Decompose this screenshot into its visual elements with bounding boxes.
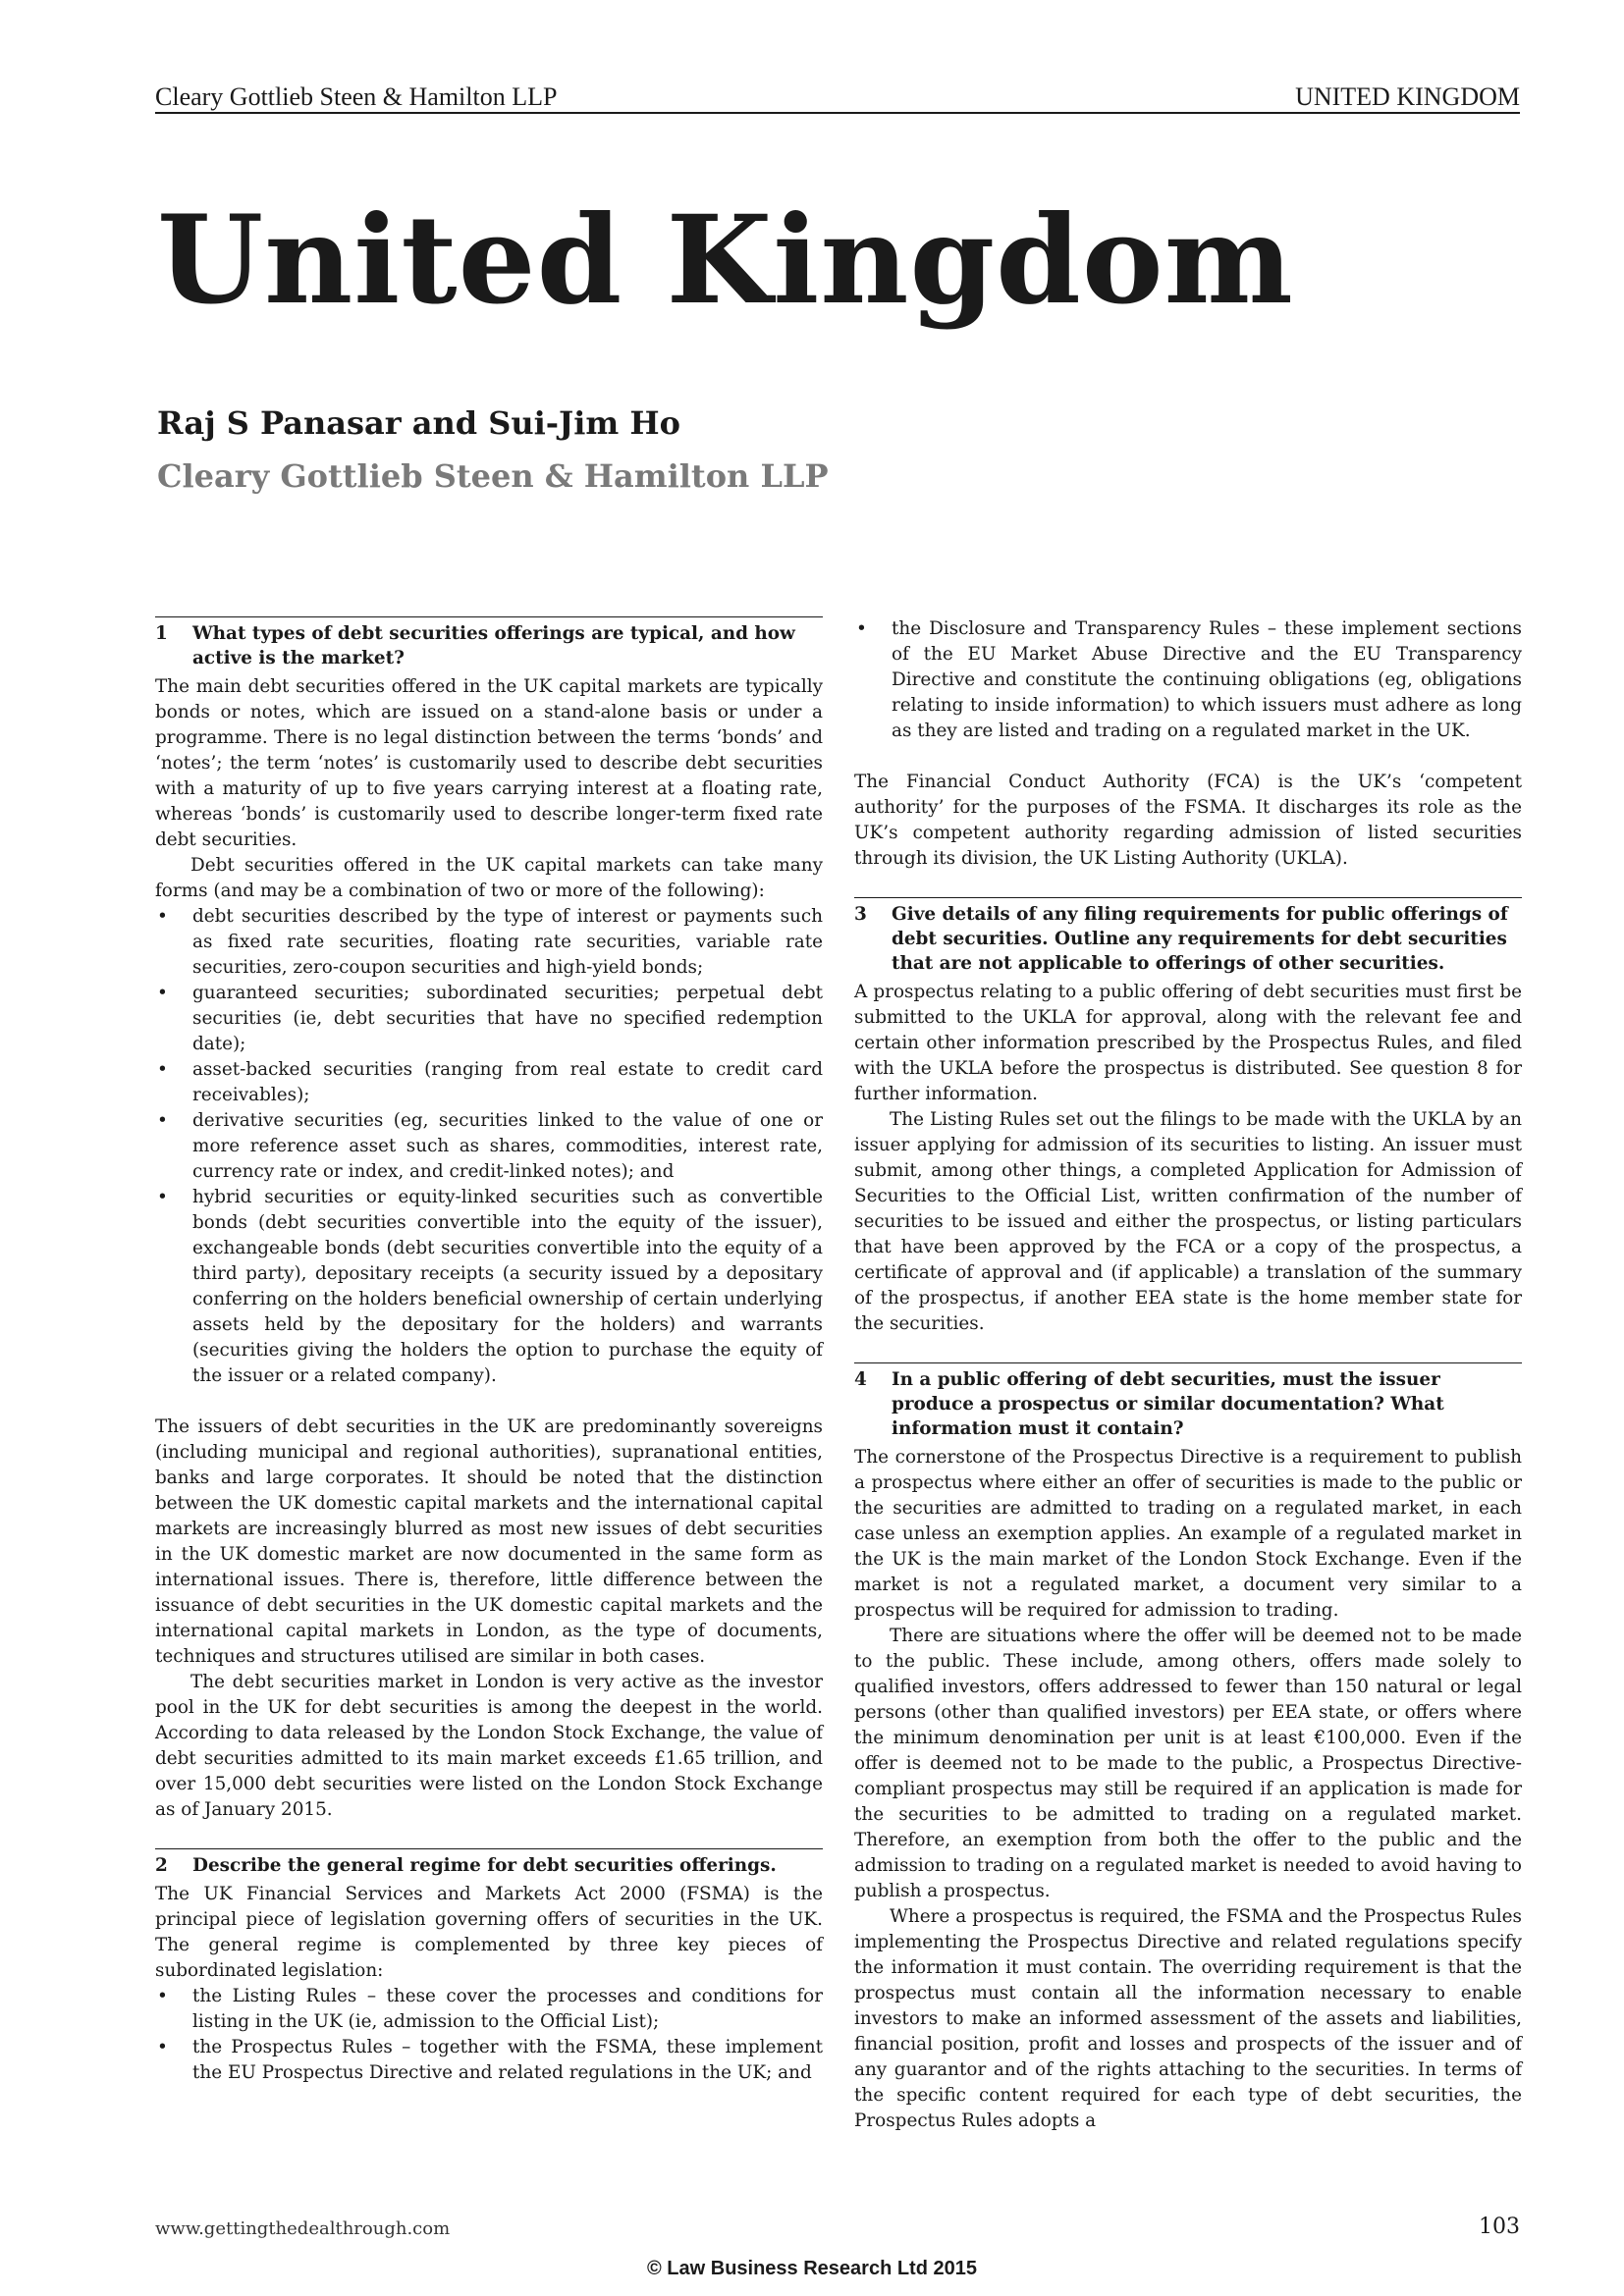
paragraph: The debt securities market in London is very active as the investor pool in the UK for debt securities is among the deepest in the world. According to data released by the London Stock Exchange, the value of debt securities admitted to its main market exceeds £1.65 trillion, and over 15,000 debt securities were listed on the London Stock Exchange as of January 2015. [155,1672,823,1820]
spacer [854,744,1522,770]
bullet-icon: • [157,983,168,1003]
question-text: In a public offering of debt securities, must the issuer produce a prospectus or similar documentation? What information must it contain? [892,1369,1444,1439]
header-firm: Cleary Gottlieb Steen & Hamilton LLP [155,82,558,111]
question-2-heading [155,1848,823,1878]
list-item [155,904,823,981]
copyright-notice: © Law Business Research Ltd 2015 [647,2258,977,2279]
list-item-text: asset-backed securities (ranging from real estate to credit card receivables); [192,1059,823,1105]
paragraph: There are situations where the offer will be deemed not to be made to the public. These include, among others, offers made solely to qualified investors, offers addressed to fewer than 150 natural or legal persons (other than qualified investors) per EEA state, or offers where the minimum denomination per unit is at least €100,000. Even if the offer is deemed not to be made to the public, a Prospectus Directive-compliant prospectus may still be required if an application is made for the securities to be admitted to trading on a regulated market. Therefore, an exemption from both the offer to the public and the admission to trading on a regulated market is needed to avoid having to publish a prospectus. [854,1626,1522,1901]
question-1-heading [155,616,823,670]
bullet-icon: • [157,1187,168,1207]
page-number: 103 [1479,2215,1520,2239]
question-text: What types of debt securities offerings are typical, and how active is the market? [192,623,795,668]
list-item-text: derivative securities (eg, securities linked to the value of one or more reference asset such as shares, commodities, interest rate, currency rate or index, and credit-linked notes); and [192,1110,823,1182]
question-4-heading [854,1362,1522,1441]
bullet-icon: • [157,2037,168,2057]
list-item [155,1057,823,1108]
bullet-list [155,1984,823,2086]
question-number: 3 [854,904,867,925]
list-item [155,2035,823,2086]
spacer [155,1823,823,1848]
list-item [854,616,1522,744]
spacer [854,1337,1522,1362]
bullet-icon: • [157,1059,168,1080]
footer-url: www.gettingthedealthrough.com [155,2218,451,2239]
list-item [155,1185,823,1389]
right-column [854,616,1522,2134]
list-item-text: the Listing Rules – these cover the processes and conditions for listing in the UK (ie, admission to the Official List); [192,1986,823,2032]
firm-name: Cleary Gottlieb Steen & Hamilton LLP [157,457,829,495]
paragraph: Where a prospectus is required, the FSMA and the Prospectus Rules implementing the Prospectus Directive and related regulations specify the information it must contain. The overriding requirement is that the prospectus must contain all the information necessary to enable investors to make an informed assessment of the assets and liabilities, financial position, profit and losses and prospects of the issuer and of any guarantor and of the rights attaching to the securities. In terms of the specific content required for each type of debt securities, the Prospectus Rules adopts a [854,1906,1522,2131]
question-text: Give details of any filing requirements for public offerings of debt securities. Outline any requirements for debt securities that are not applicable to offerings of other securities. [892,904,1508,974]
header-country: UNITED KINGDOM [1295,82,1520,111]
list-item-text: guaranteed securities; subordinated securities; perpetual debt securities (ie, debt securities that have no specified redemption date); [192,983,823,1054]
question-3-heading [854,897,1522,976]
header-rule [155,112,1520,114]
paragraph: A prospectus relating to a public offering of debt securities must first be submitted to the UKLA for approval, along with the relevant fee and certain other information prescribed by the Prospectus Rules, and filed with the UKLA before the prospectus is distributed. See question 8 for further information. [854,982,1522,1104]
bullet-icon: • [157,1110,168,1131]
list-item [155,1108,823,1185]
authors: Raj S Panasar and Sui-Jim Ho [157,404,680,442]
bullet-icon: • [856,618,867,639]
paragraph: The main debt securities offered in the UK capital markets are typically bonds or notes, which are issued on a stand-alone basis or under a programme. There is no legal distinction between the terms ‘bonds’ and ‘notes’; the term ‘notes’ is customarily used to describe debt securities with a maturity of up to five years carrying interest at a floating rate, whereas ‘bonds’ is customarily used to describe longer-term fixed rate debt securities. [155,676,823,850]
list-item-text: the Prospectus Rules – together with the FSMA, these implement the EU Prospectus Directive and related regulations in the UK; and [192,2037,823,2083]
question-number: 4 [854,1369,867,1390]
left-column [155,616,823,2086]
bullet-list [854,616,1522,744]
paragraph: The Listing Rules set out the filings to be made with the UKLA by an issuer applying for admission of its securities to listing. An issuer must submit, among other things, a completed Application for Admission of Securities to the Official List, written confirmation of the number of securities to be issued and either the prospectus, or listing particulars that have been approved by the FCA or a copy of the prospectus, a certificate of approval and (if applicable) a translation of the summary of the prospectus, if another EEA state is the home member state for the securities. [854,1109,1522,1334]
page-title: United Kingdom [157,189,1294,332]
spacer [155,1389,823,1415]
bullet-list [155,904,823,1389]
spacer [854,872,1522,897]
list-item-text: debt securities described by the type of interest or payments such as fixed rate securities, floating rate securities, variable rate securities, zero-coupon securities and high-yield bonds; [192,906,823,978]
paragraph: The issuers of debt securities in the UK are predominantly sovereigns (including municipal and regional authorities), supranational entities, banks and large corporates. It should be noted that the distinction between the UK domestic capital markets and the international capital markets are increasingly blurred as most new issues of debt securities in the UK domestic market are now documented in the same form as international issues. There is, therefore, little difference between the issuance of debt securities in the UK domestic capital markets and the international capital markets in London, as the type of documents, techniques and structures utilised are similar in both cases. [155,1416,823,1667]
paragraph: The Financial Conduct Authority (FCA) is the UK’s ‘competent authority’ for the purposes of the FSMA. It discharges its role as the UK’s competent authority regarding admission of listed securities through its division, the UK Listing Authority (UKLA). [854,772,1522,869]
question-number: 2 [155,1855,168,1876]
list-item-text: hybrid securities or equity-linked securities such as convertible bonds (debt securities convertible into the equity of the issuer), exchangeable bonds (debt securities convertible into the equity of a third party), depositary receipts (a security issued by a depositary conferring on the holders beneficial ownership of certain underlying assets held by the depositary for the holders) and warrants (securities giving the holders the option to purchase the equity of the issuer or a related company). [192,1187,823,1386]
list-item [155,981,823,1057]
list-item-text: the Disclosure and Transparency Rules – these implement sections of the EU Market Abuse Directive and the EU Transparency Directive and constitute the continuing obligations (eg, obligations relating to inside information) to which issuers must adhere as long as they are listed and trading on a regulated market in the UK. [892,618,1522,741]
paragraph: The UK Financial Services and Markets Act 2000 (FSMA) is the principal piece of legislation governing offers of securities in the UK. The general regime is complemented by three key pieces of subordinated legislation: [155,1884,823,1981]
bullet-icon: • [157,1986,168,2006]
paragraph: Debt securities offered in the UK capital markets can take many forms (and may be a combination of two or more of the following): [155,855,823,901]
question-text: Describe the general regime for debt securities offerings. [192,1855,777,1876]
list-item [155,1984,823,2035]
paragraph: The cornerstone of the Prospectus Directive is a requirement to publish a prospectus where either an offer of securities is made to the public or the securities are admitted to trading on a regulated market, in each case unless an exemption applies. An example of a regulated market in the UK is the main market of the London Stock Exchange. Even if the market is not a regulated market, a document very similar to a prospectus will be required for admission to trading. [854,1447,1522,1621]
running-header [155,69,1520,112]
question-number: 1 [155,623,168,644]
bullet-icon: • [157,906,168,927]
